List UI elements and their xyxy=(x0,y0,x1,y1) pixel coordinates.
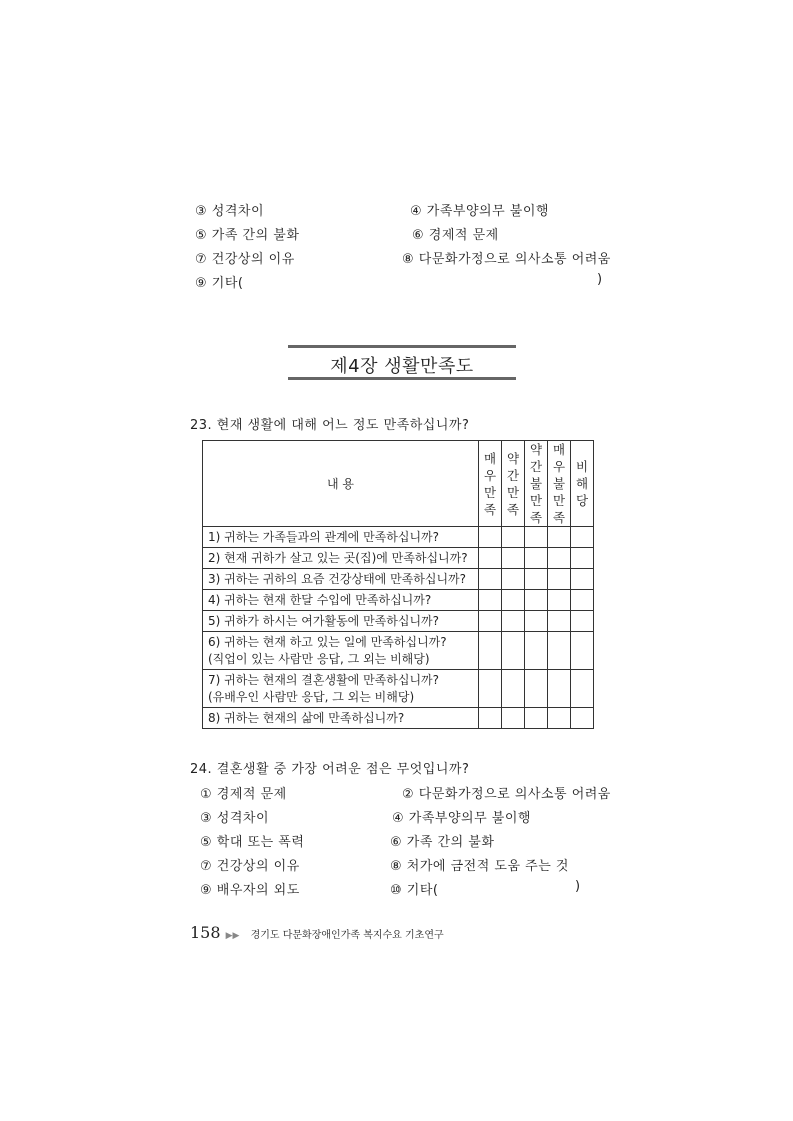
row-question-line: 7) 귀하는 현재의 결혼생활에 만족하십니까? xyxy=(208,672,440,687)
option-item: ⑤ 가족 간의 불화 xyxy=(195,228,300,243)
option-item: ⑥ 경제적 문제 xyxy=(412,228,499,243)
option-item: ③ 성격차이 xyxy=(200,811,270,826)
answer-cell[interactable] xyxy=(571,569,594,590)
option-item: ⑦ 건강상의 이유 xyxy=(195,252,295,267)
page-number: 158 xyxy=(190,923,221,942)
answer-cell[interactable] xyxy=(548,708,571,729)
row-question-note: (유배우인 사람만 응답, 그 외는 비해당) xyxy=(208,689,415,704)
row-question-note: (직업이 있는 사람만 응답, 그 외는 비해당) xyxy=(208,651,430,666)
col-header-very-dissatisfied xyxy=(548,441,571,527)
col-header-label: 비해당 xyxy=(575,459,589,508)
answer-cell[interactable] xyxy=(548,548,571,569)
answer-cell[interactable] xyxy=(525,632,548,670)
answer-cell[interactable] xyxy=(525,611,548,632)
option-close-paren: ) xyxy=(575,879,581,894)
answer-cell[interactable] xyxy=(502,708,525,729)
answer-cell[interactable] xyxy=(502,670,525,708)
table-row xyxy=(203,611,594,632)
option-item: ⑨ 배우자의 외도 xyxy=(200,883,300,898)
answer-cell[interactable] xyxy=(525,527,548,548)
running-title: 경기도 다문화장애인가족 복지수요 기초연구 xyxy=(250,930,444,941)
table-row xyxy=(203,590,594,611)
option-item: ⑩ 기타( xyxy=(390,883,439,898)
answer-cell[interactable] xyxy=(571,708,594,729)
col-header-very-satisfied xyxy=(479,441,502,527)
option-item: ④ 가족부양의무 불이행 xyxy=(392,811,531,826)
answer-cell[interactable] xyxy=(479,527,502,548)
row-question: 1) 귀하는 가족들과의 관계에 만족하십니까? xyxy=(203,527,479,548)
answer-cell[interactable] xyxy=(525,569,548,590)
row-question xyxy=(203,632,479,670)
option-item: ⑥ 가족 간의 불화 xyxy=(390,835,495,850)
answer-cell[interactable] xyxy=(571,548,594,569)
answer-cell[interactable] xyxy=(502,611,525,632)
option-item: ⑧ 다문화가정으로 의사소통 어려움 xyxy=(402,252,611,267)
answer-cell[interactable] xyxy=(502,569,525,590)
answer-cell[interactable] xyxy=(548,569,571,590)
answer-cell[interactable] xyxy=(548,632,571,670)
answer-cell[interactable] xyxy=(479,590,502,611)
option-item: ② 다문화가정으로 의사소통 어려움 xyxy=(402,787,611,802)
answer-cell[interactable] xyxy=(479,670,502,708)
answer-cell[interactable] xyxy=(479,569,502,590)
question-23-title: 23. 현재 생활에 대해 어느 정도 만족하십니까? xyxy=(190,418,470,433)
option-item: ④ 가족부양의무 불이행 xyxy=(410,204,549,219)
col-header-label: 약간불만족 xyxy=(529,442,543,525)
double-arrow-icon: ▶▶ xyxy=(225,931,240,941)
answer-cell[interactable] xyxy=(502,548,525,569)
option-item: ③ 성격차이 xyxy=(195,204,265,219)
satisfaction-table xyxy=(202,440,594,729)
col-header-label: 매우만족 xyxy=(483,450,497,517)
col-header-label: 약간만족 xyxy=(506,450,520,517)
answer-cell[interactable] xyxy=(479,708,502,729)
answer-cell[interactable] xyxy=(571,670,594,708)
chapter-title: 제4장 생활만족도 xyxy=(330,356,474,377)
question-24-title: 24. 결혼생활 중 가장 어려운 점은 무엇입니까? xyxy=(190,762,470,777)
table-row xyxy=(203,708,594,729)
option-item: ⑧ 처가에 금전적 도움 주는 것 xyxy=(390,859,569,874)
chapter-rule-top xyxy=(288,345,516,348)
table-row xyxy=(203,569,594,590)
row-question xyxy=(203,670,479,708)
col-header-not-applicable xyxy=(571,441,594,527)
option-item: ⑤ 학대 또는 폭력 xyxy=(200,835,305,850)
answer-cell[interactable] xyxy=(525,548,548,569)
col-header-somewhat-dissatisfied xyxy=(525,441,548,527)
answer-cell[interactable] xyxy=(479,611,502,632)
answer-cell[interactable] xyxy=(571,527,594,548)
row-question: 2) 현재 귀하가 살고 있는 곳(집)에 만족하십니까? xyxy=(203,548,479,569)
answer-cell[interactable] xyxy=(479,632,502,670)
table-row xyxy=(203,632,594,670)
option-item: ⑦ 건강상의 이유 xyxy=(200,859,300,874)
row-question: 5) 귀하가 하시는 여가활동에 만족하십니까? xyxy=(203,611,479,632)
table-row xyxy=(203,527,594,548)
option-close-paren: ) xyxy=(597,272,603,287)
row-question: 4) 귀하는 현재 한달 수입에 만족하십니까? xyxy=(203,590,479,611)
answer-cell[interactable] xyxy=(571,632,594,670)
option-item: ⑨ 기타( xyxy=(195,276,244,291)
answer-cell[interactable] xyxy=(502,590,525,611)
col-header-label: 매우불만족 xyxy=(552,442,566,525)
table-header-row xyxy=(203,441,594,527)
table-row xyxy=(203,548,594,569)
row-question: 8) 귀하는 현재의 삶에 만족하십니까? xyxy=(203,708,479,729)
answer-cell[interactable] xyxy=(548,527,571,548)
row-question-line: 6) 귀하는 현재 하고 있는 일에 만족하십니까? xyxy=(208,634,447,649)
chapter-rule-bottom xyxy=(288,377,516,380)
page-footer xyxy=(190,923,444,942)
table-row xyxy=(203,670,594,708)
row-question: 3) 귀하는 귀하의 요즘 건강상태에 만족하십니까? xyxy=(203,569,479,590)
answer-cell[interactable] xyxy=(571,611,594,632)
answer-cell[interactable] xyxy=(548,670,571,708)
answer-cell[interactable] xyxy=(525,708,548,729)
answer-cell[interactable] xyxy=(548,611,571,632)
answer-cell[interactable] xyxy=(525,590,548,611)
col-header-somewhat-satisfied xyxy=(502,441,525,527)
answer-cell[interactable] xyxy=(479,548,502,569)
answer-cell[interactable] xyxy=(548,590,571,611)
answer-cell[interactable] xyxy=(502,527,525,548)
content-header: 내 용 xyxy=(203,441,479,527)
answer-cell[interactable] xyxy=(525,670,548,708)
answer-cell[interactable] xyxy=(571,590,594,611)
option-item: ① 경제적 문제 xyxy=(200,787,287,802)
answer-cell[interactable] xyxy=(502,632,525,670)
